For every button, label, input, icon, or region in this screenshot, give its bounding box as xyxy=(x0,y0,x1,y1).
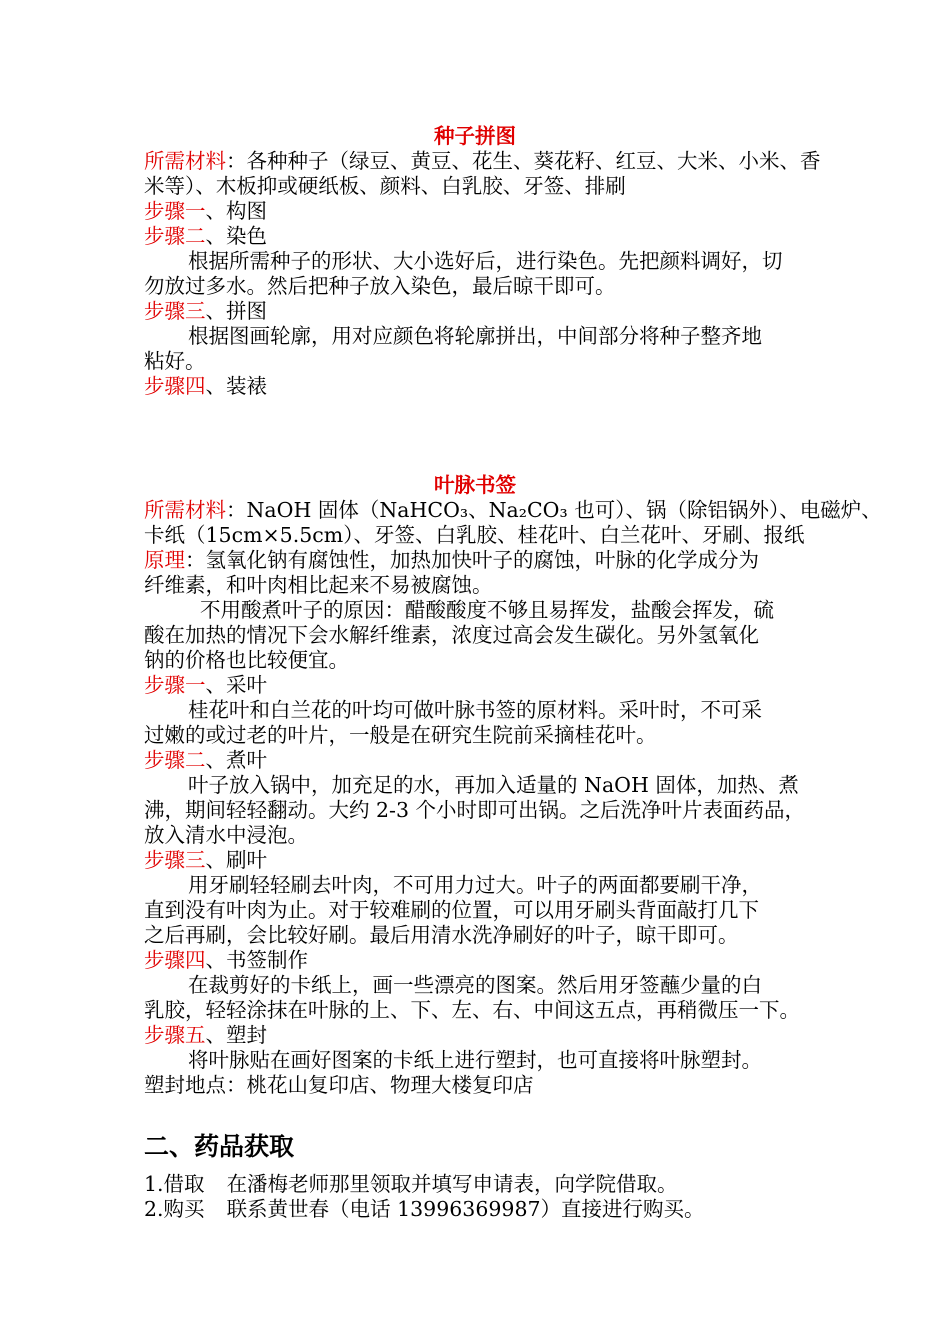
list-item-purchase xyxy=(144,1197,705,1222)
seed-materials-line-2: 米等）、木板抑或硬纸板、颜料、白乳胶、牙签、排刷 xyxy=(144,174,626,198)
leaf-acid-paragraph-end: 钠的价格也比较便宜。 xyxy=(144,648,349,672)
principle-label: 原理 xyxy=(144,548,185,572)
step-label: 步骤二 xyxy=(144,748,206,772)
step-text: 、染色 xyxy=(205,224,267,248)
list-item-borrow xyxy=(144,1172,678,1197)
seed-step-3 xyxy=(144,299,267,324)
leaf-step-2-paragraph-end: 放入清水中浸泡。 xyxy=(144,823,308,847)
leaf-principle-line xyxy=(144,548,759,573)
step-label: 步骤四 xyxy=(144,374,206,398)
step-label: 步骤二 xyxy=(144,224,206,248)
principle-text: ：氢氧化钠有腐蚀性，加热加快叶子的腐蚀，叶脉的化学成分为 xyxy=(185,548,759,572)
leaf-title: 叶脉书签 xyxy=(434,473,516,497)
leaf-step-2-paragraph-cont: 沸，期间轻轻翻动。大约 2-3 个小时即可出锅。之后洗净叶片表面药品， xyxy=(144,798,806,822)
leaf-step-2-paragraph: 叶子放入锅中，加充足的水，再加入适量的 NaOH 固体，加热、煮 xyxy=(188,773,799,797)
leaf-step-3-paragraph: 用牙刷轻轻刷去叶肉，不可用力过大。叶子的两面都要刷干净， xyxy=(188,873,762,897)
leaf-step-1-paragraph-cont: 过嫩的或过老的叶片，一般是在研究生院前采摘桂花叶。 xyxy=(144,723,657,747)
seed-step-1 xyxy=(144,199,267,224)
leaf-step-3-paragraph-end: 之后再刷，会比较好刷。最后用清水洗净刷好的叶子，晾干即可。 xyxy=(144,923,739,947)
step-text: 、刷叶 xyxy=(205,848,267,872)
seed-step-4 xyxy=(144,374,267,399)
seed-step-2-paragraph-cont: 勿放过多水。然后把种子放入染色，最后晾干即可。 xyxy=(144,274,616,298)
step-text: 、装裱 xyxy=(205,374,267,398)
item-number: 2.购买 xyxy=(144,1197,205,1221)
leaf-step-4-paragraph-cont: 乳胶，轻轻涂抹在叶脉的上、下、左、右、中间这五点，再稍微压一下。 xyxy=(144,998,800,1022)
seed-materials-line xyxy=(144,149,821,174)
seed-title: 种子拼图 xyxy=(434,124,516,148)
leaf-principle-line-2: 纤维素，和叶肉相比起来不易被腐蚀。 xyxy=(144,573,493,597)
leaf-step-1 xyxy=(144,673,267,698)
step-label: 步骤五 xyxy=(144,1023,206,1047)
seed-step-2-paragraph: 根据所需种子的形状、大小选好后，进行染色。先把颜料调好，切 xyxy=(188,249,783,273)
leaf-step-1-paragraph: 桂花叶和白兰花的叶均可做叶脉书签的原材料。采叶时，不可采 xyxy=(188,698,762,722)
step-text: 、构图 xyxy=(205,199,267,223)
leaf-step-3-paragraph-cont: 直到没有叶肉为止。对于较难刷的位置，可以用牙刷头背面敲打几下 xyxy=(144,898,759,922)
step-label: 步骤一 xyxy=(144,199,206,223)
leaf-step-3 xyxy=(144,848,267,873)
item-text: 在潘梅老师那里领取并填写申请表，向学院借取。 xyxy=(226,1172,678,1196)
step-text: 、塑封 xyxy=(205,1023,267,1047)
step-text: 、采叶 xyxy=(205,673,267,697)
seed-step-3-paragraph: 根据图画轮廓，用对应颜色将轮廓拼出，中间部分将种子整齐地 xyxy=(188,324,762,348)
materials-label: 所需材料 xyxy=(144,149,226,173)
leaf-materials-line-2: 卡纸（15cm×5.5cm）、牙签、白乳胶、桂花叶、白兰花叶、牙刷、报纸 xyxy=(144,523,805,547)
seed-step-3-paragraph-cont: 粘好。 xyxy=(144,349,206,373)
step-label: 步骤三 xyxy=(144,848,206,872)
leaf-step-5 xyxy=(144,1023,267,1048)
leaf-step-5-paragraph: 将叶脉贴在画好图案的卡纸上进行塑封，也可直接将叶脉塑封。 xyxy=(188,1048,762,1072)
leaf-step-4-paragraph: 在裁剪好的卡纸上，画一些漂亮的图案。然后用牙签蘸少量的白 xyxy=(188,973,762,997)
seed-step-2 xyxy=(144,224,267,249)
leaf-acid-paragraph-cont: 酸在加热的情况下会水解纤维素，浓度过高会发生碳化。另外氢氧化 xyxy=(144,623,759,647)
step-label: 步骤一 xyxy=(144,673,206,697)
item-text: 联系黄世春（电话 13996369987）直接进行购买。 xyxy=(226,1197,705,1221)
section-heading: 二、药品获取 xyxy=(144,1132,295,1161)
leaf-step-4 xyxy=(144,948,308,973)
step-text: 、拼图 xyxy=(205,299,267,323)
leaf-acid-paragraph: 不用酸煮叶子的原因：醋酸酸度不够且易挥发，盐酸会挥发，硫 xyxy=(200,598,774,622)
step-text: 、煮叶 xyxy=(205,748,267,772)
materials-text: ：NaOH 固体（NaHCO₃、Na₂CO₃ 也可）、锅（除铝锅外）、电磁炉、 xyxy=(226,498,882,522)
step-text: 、书签制作 xyxy=(205,948,308,972)
step-label: 步骤三 xyxy=(144,299,206,323)
leaf-step-2 xyxy=(144,748,267,773)
step-label: 步骤四 xyxy=(144,948,206,972)
leaf-materials-line xyxy=(144,498,882,523)
materials-text: ：各种种子（绿豆、黄豆、花生、葵花籽、红豆、大米、小米、香 xyxy=(226,149,821,173)
item-number: 1.借取 xyxy=(144,1172,205,1196)
leaf-step-5-location: 塑封地点：桃花山复印店、物理大楼复印店 xyxy=(144,1073,534,1097)
materials-label: 所需材料 xyxy=(144,498,226,522)
